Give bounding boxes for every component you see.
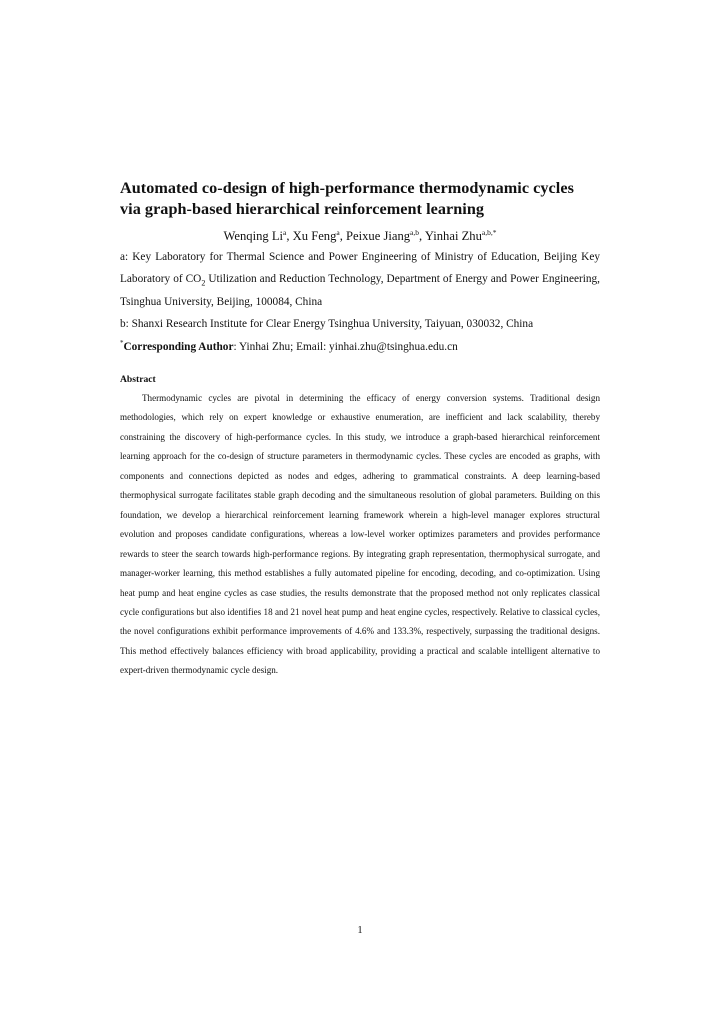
affiliation-a-text-1: a: Key Laboratory for Thermal Science and Power Engineering of Ministry of Education, Beijing Key Laboratory of CO: [120, 251, 600, 286]
abstract-body: Thermodynamic cycles are pivotal in determining the efficacy of energy conversion systems. Traditional design methodologies, which rely on expert knowledge or exhaustive enumeration, are inefficient and lack scalability, thereby constraining the discovery of high-performance cycles. In this study, we introduce a graph-based hierarchical reinforcement learning approach for the co-design of structure parameters in thermodynamic cycles. These cycles are encoded as graphs, with components and connections depicted as nodes and edges, adhering to grammatical constraints. A deep learning-based thermophysical surrogate facilitates stable graph decoding and the simultaneous resolution of global parameters. Building on this foundation, we develop a hierarchical reinforcement learning framework wherein a high-level manager explores structural evolution and proposes candidate configurations, whereas a low-level worker optimizes parameters and provides performance rewards to steer the search towards high-performance regions. By integrating graph representation, thermophysical surrogate, and manager-worker learning, this method establishes a fully automated pipeline for encoding, decoding, and co-optimization. Using heat pump and heat engine cycles as case studies, the results demonstrate that the proposed method not only replicates classical cycle configurations but also identifies 18 and 21 novel heat pump and heat engine cycles, respectively. Relative to classical cycles, the novel configurations exhibit performance improvements of 4.6% and 133.3%, respectively, surpassing the traditional designs. This method effectively balances efficiency with broad applicability, providing a practical and scalable intelligent alternative to expert-driven thermodynamic cycle design.: [120, 393, 600, 676]
author-name: Xu Feng: [292, 229, 337, 243]
author-affil-mark: a: [336, 227, 340, 237]
affiliation-a-text-2: Utilization and Reduction Technology, Department of Energy and Power Engineering, Tsinghua University, Beijing, 100084, China: [120, 273, 600, 308]
co2-subscript: 2: [201, 278, 206, 288]
author-list: Wenqing Li$^a$, Xu Feng$^a$, Peixue Jiang$^{a,b}$, Yinhai Zhu$^{a,b,*}$: [223, 227, 497, 243]
author-name: Yinhai Zhu: [424, 229, 482, 243]
affiliation-b: b: Shanxi Research Institute for Clear Energy Tsinghua University, Taiyuan, 030032, China: [120, 318, 534, 331]
title-line-2: via graph-based hierarchical reinforcement learning: [120, 200, 485, 218]
corresponding-label: Corresponding Author: [123, 340, 234, 353]
paper-first-page: [120, 178, 600, 681]
corresponding-author: [120, 336, 600, 358]
author-affil-mark: a: [283, 227, 287, 237]
corresponding-contact: : Yinhai Zhu; Email: yinhai.zhu@tsinghua.edu.cn: [233, 340, 458, 353]
author-name: Peixue Jiang: [346, 229, 411, 243]
title-line-1: Automated co-design of high-performance thermodynamic cycles: [120, 179, 574, 197]
author-affil-mark: a,b: [410, 227, 420, 237]
affiliation-a: [120, 246, 600, 313]
abstract-heading: Abstract: [120, 374, 156, 386]
paper-title: [120, 178, 600, 220]
page-number: 1: [357, 925, 363, 936]
author-affil-mark: a,b,*: [481, 227, 497, 237]
corresponding-mark: *: [120, 338, 124, 347]
author-name: Wenqing Li: [223, 229, 284, 243]
